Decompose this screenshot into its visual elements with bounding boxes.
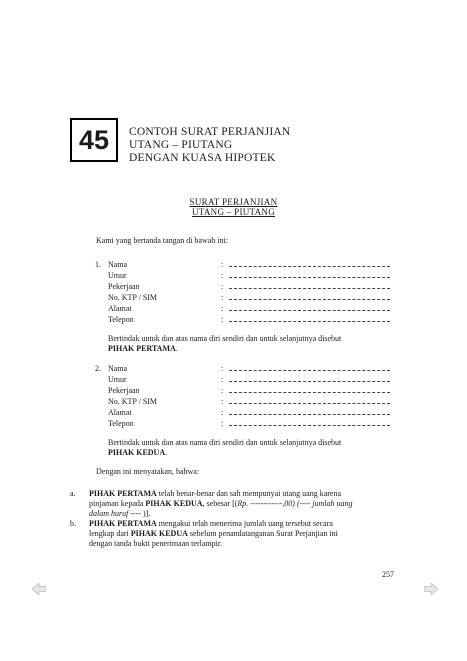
item-marker-b: b. — [70, 519, 76, 528]
field-fill-line — [229, 299, 390, 300]
prev-page-arrow-icon[interactable] — [32, 583, 46, 595]
field-fill-line — [229, 266, 390, 267]
field-colon: : — [221, 282, 224, 291]
field-label-pekerjaan: Pekerjaan — [108, 282, 140, 291]
field-colon: : — [221, 315, 224, 324]
document-subtitle: UTANG – PIUTANG — [191, 207, 276, 217]
field-colon: : — [221, 408, 224, 417]
field-fill-line — [229, 392, 390, 393]
party-role: PIHAK PERTAMA — [108, 344, 176, 353]
party-number: 2. — [95, 364, 101, 373]
field-label-alamat: Alamat — [108, 304, 132, 313]
field-label-ktp: No. KTP / SIM — [108, 293, 158, 302]
field-colon: : — [221, 375, 224, 384]
item-b-text: PIHAK PERTAMA mengakui telah menerima jumlah uang tersebut secara lengkap dari PIHAK KEDUA sebelum penandatanganan Surat Perjanjian ini dengan tanda bukti penerimaan terlampir. — [89, 519, 338, 548]
intro-text: Kami yang bertanda tangan di bawah ini: — [96, 236, 228, 245]
field-fill-line — [229, 425, 390, 426]
chapter-number: 45 — [78, 124, 110, 155]
item-marker-a: a. — [70, 489, 76, 498]
field-colon: : — [221, 386, 224, 395]
field-colon: : — [221, 293, 224, 302]
field-fill-line — [229, 403, 390, 404]
field-colon: : — [221, 397, 224, 406]
chapter-title-line: UTANG – PIUTANG — [129, 139, 233, 151]
chapter-title-line: DENGAN KUASA HIPOTEK — [129, 152, 276, 164]
party-number: 1. — [95, 260, 101, 269]
field-label-telepon: Telepon — [108, 315, 134, 324]
field-fill-line — [229, 381, 390, 382]
party-1-closing: Bertindak untuk dan atas nama diri sendiri dan untuk selanjutnya disebut PIHAK PERTAMA. — [108, 334, 342, 353]
party-2-closing: Bertindak untuk dan atas nama diri sendiri dan untuk selanjutnya disebut PIHAK KEDUA. — [108, 438, 342, 457]
chapter-title-line: CONTOH SURAT PERJANJIAN — [129, 126, 291, 138]
field-fill-line — [229, 288, 390, 289]
next-page-arrow-icon[interactable] — [424, 583, 438, 595]
field-label-pekerjaan: Pekerjaan — [108, 386, 140, 395]
field-fill-line — [229, 321, 390, 322]
chapter-number-box — [70, 118, 118, 162]
field-colon: : — [221, 364, 224, 373]
field-fill-line — [229, 414, 390, 415]
party-role: PIHAK KEDUA — [108, 448, 166, 457]
field-label-alamat: Alamat — [108, 408, 132, 417]
chapter-title — [129, 126, 290, 165]
field-label-umur: Umur — [108, 271, 127, 280]
field-colon: : — [221, 419, 224, 428]
field-colon: : — [221, 304, 224, 313]
field-colon: : — [221, 271, 224, 280]
field-label-umur: Umur — [108, 375, 127, 384]
field-label-nama: Nama — [108, 364, 128, 373]
item-a-text: PIHAK PERTAMA telah benar-benar dan sah mempunyai utang uang karena pinjaman kepada PIHAK KEDUA, sebesar [(Rp. ------------,00) (---- jumlah uang dalam huruf ---- )]. — [89, 489, 353, 518]
declaration-text: Dengan ini menyatakan, bahwa: — [96, 467, 200, 476]
field-label-telepon: Telepon — [108, 419, 134, 428]
document-title: SURAT PERJANJIAN — [189, 197, 278, 207]
page-number: 257 — [382, 570, 394, 579]
field-fill-line — [229, 370, 390, 371]
field-colon: : — [221, 260, 224, 269]
field-fill-line — [229, 310, 390, 311]
field-fill-line — [229, 277, 390, 278]
field-label-nama: Nama — [108, 260, 128, 269]
field-label-ktp: No. KTP / SIM — [108, 397, 158, 406]
